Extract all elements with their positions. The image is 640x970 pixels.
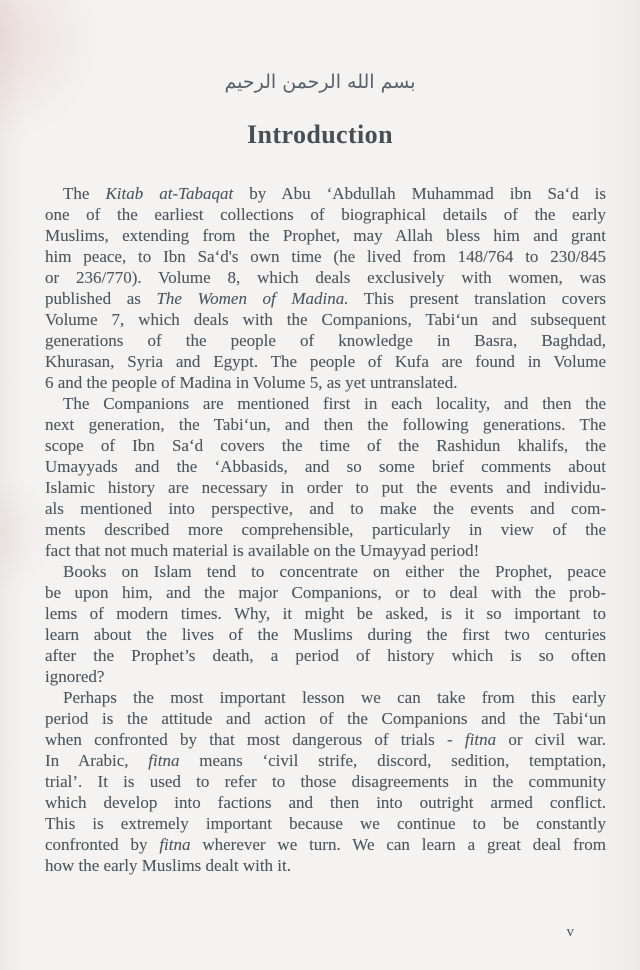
text-line: which develop into factions and then into outright armed conflict. xyxy=(45,793,606,812)
basmala-text: بسم الله الرحمن الرحيم xyxy=(224,71,416,93)
text-line: lems of modern times. Why, it might be asked, is it so important to xyxy=(45,604,606,623)
text-line: The Kitab at-Tabaqat by Abu ‘Abdullah Muhammad ibn Sa‘d is xyxy=(63,184,606,203)
text-line: one of the earliest collections of biographical details of the early xyxy=(45,205,606,224)
text-line: The Companions are mentioned first in each locality, and then the xyxy=(63,394,606,413)
text-line: him peace, to Ibn Sa‘d's own time (he lived from 148/764 to 230/845 xyxy=(45,247,606,266)
text-line: period is the attitude and action of the Companions and the Tabi‘un xyxy=(45,709,606,728)
text-line: learn about the lives of the Muslims during the first two centuries xyxy=(45,625,606,644)
text-line: published as The Women of Madina. This present translation covers xyxy=(45,289,606,308)
text-line: how the early Muslims dealt with it. xyxy=(45,856,291,875)
text-line: fact that not much material is available on the Umayyad period! xyxy=(45,541,480,560)
text-line: als mentioned into perspective, and to make the events and com- xyxy=(45,499,606,518)
text-line: confronted by fitna wherever we turn. We can learn a great deal from xyxy=(45,835,606,854)
text-line: be upon him, and the major Companions, or to deal with the prob- xyxy=(45,583,606,602)
paragraph xyxy=(45,183,606,393)
text-line: Books on Islam tend to concentrate on either the Prophet, peace xyxy=(63,562,606,581)
text-line: next generation, the Tabi‘un, and then the following generations. The xyxy=(45,415,606,434)
text-line: Khurasan, Syria and Egypt. The people of Kufa are found in Volume xyxy=(45,352,606,371)
text-line: when confronted by that most dangerous of trials - fitna or civil war. xyxy=(45,730,607,749)
text-line: scope of Ibn Sa‘d covers the time of the Rashidun khalifs, the xyxy=(45,436,606,455)
text-line: Volume 7, which deals with the Companions, Tabi‘un and subsequent xyxy=(45,310,606,329)
text-line: Islamic history are necessary in order to put the events and individu- xyxy=(45,478,606,497)
text-line: after the Prophet’s death, a period of history which is so often xyxy=(45,646,606,665)
text-line: generations of the people of knowledge in Basra, Baghdad, xyxy=(45,331,606,350)
text-line: 6 and the people of Madina in Volume 5, as yet untranslated. xyxy=(45,373,458,392)
text-line: or 236/770). Volume 8, which deals exclusively with women, was xyxy=(45,268,606,287)
text-line: Perhaps the most important lesson we can take from this early xyxy=(63,688,606,707)
paragraph xyxy=(45,561,606,687)
page-number: v xyxy=(566,924,574,940)
text-line: trial’. It is used to refer to those disagreements in the community xyxy=(45,772,606,791)
text-line: Muslims, extending from the Prophet, may Allah bless him and grant xyxy=(45,226,606,245)
text-line: ignored? xyxy=(45,667,105,686)
text-line: In Arabic, fitna means ‘civil strife, discord, sedition, temptation, xyxy=(45,751,606,770)
text-line: Umayyads and the ‘Abbasids, and so some brief comments about xyxy=(45,457,606,476)
text-line: ments described more comprehensible, particularly in view of the xyxy=(45,520,606,539)
text-line: This is extremely important because we continue to be constantly xyxy=(45,814,606,833)
page-title: Introduction xyxy=(247,120,393,149)
paragraph xyxy=(45,687,606,876)
paragraph xyxy=(45,393,606,561)
body-text xyxy=(45,183,606,876)
